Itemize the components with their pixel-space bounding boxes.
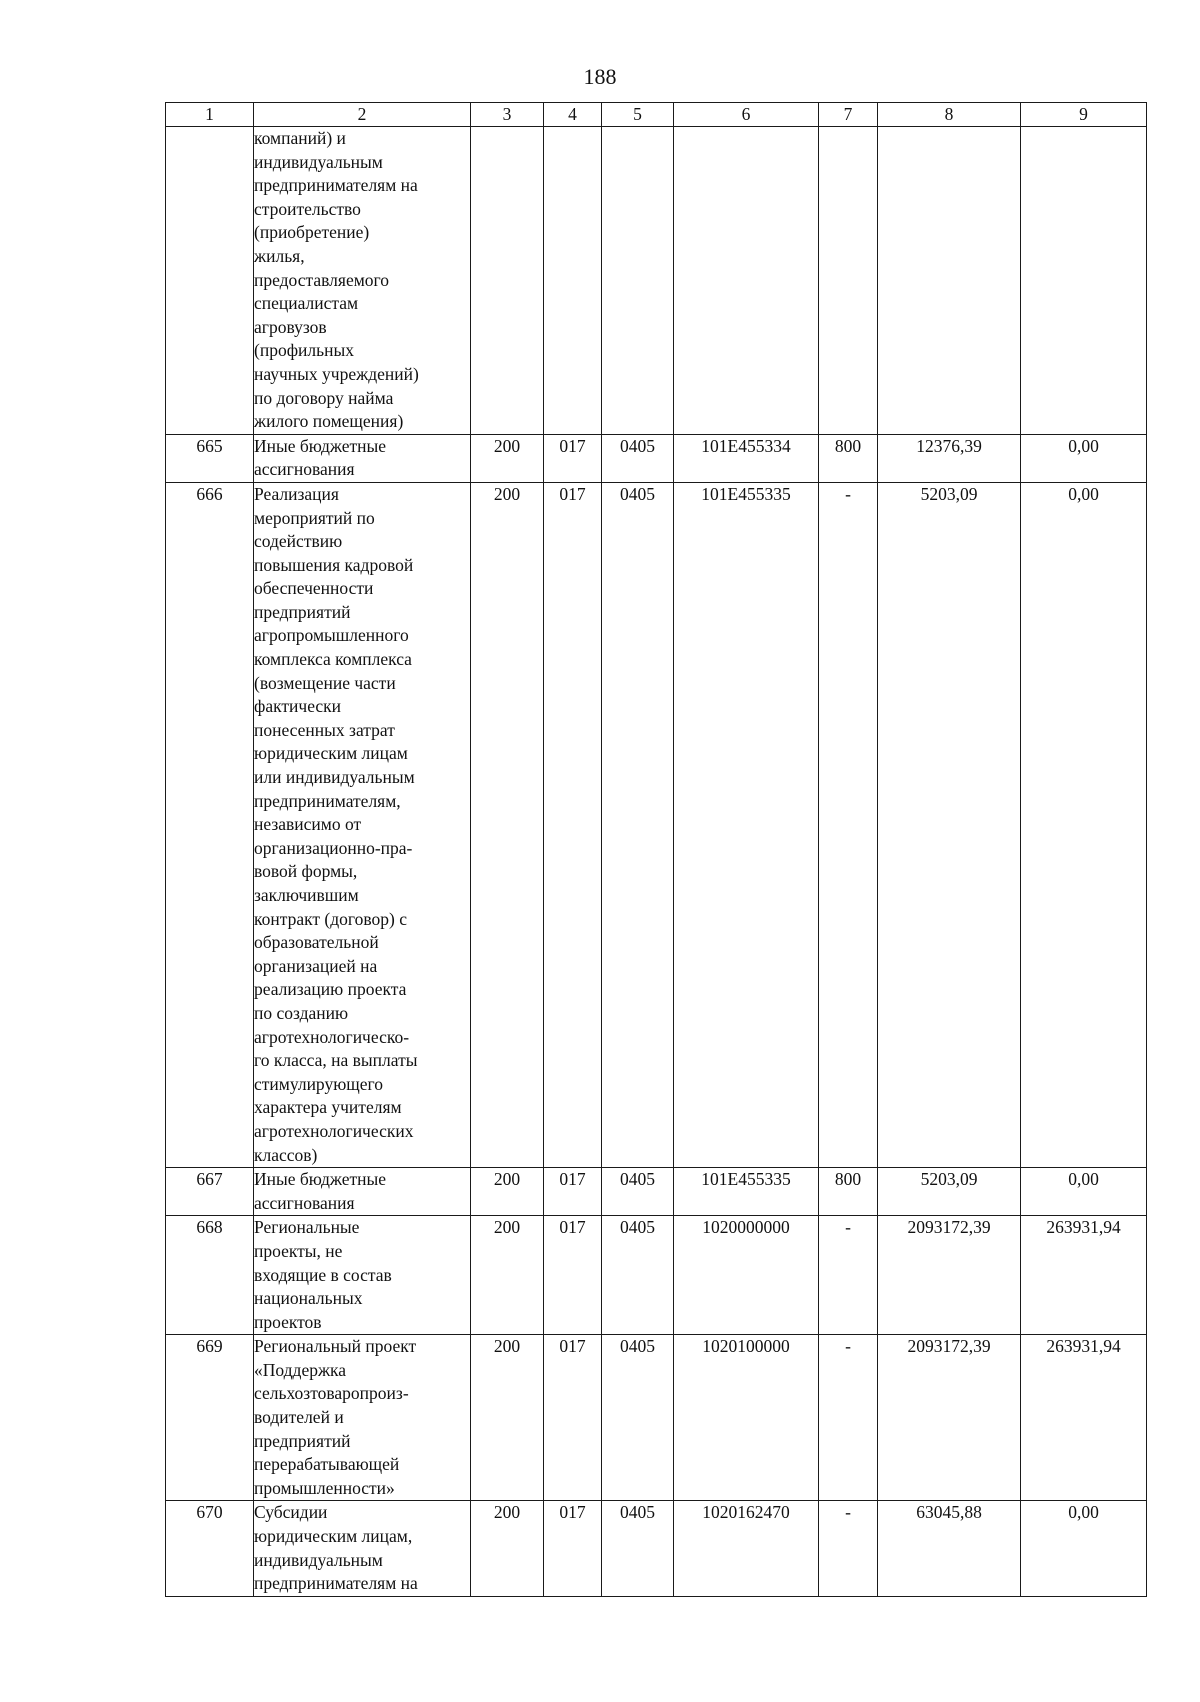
name-line: перерабатывающей	[254, 1454, 400, 1475]
name-line: независимо от	[254, 814, 362, 835]
name-line: жилого помещения)	[254, 411, 404, 432]
name-line: (возмещение части	[254, 672, 396, 693]
name-line: комплекса комплекса	[254, 649, 412, 670]
cell-col5: 0405	[602, 1335, 674, 1501]
name-line: повышения кадровой	[254, 554, 414, 575]
row-name-cell	[254, 1168, 471, 1216]
cell-col9: 0,00	[1021, 482, 1147, 1167]
cell-col4: 017	[544, 1335, 602, 1501]
cell-col6: 1020000000	[674, 1216, 819, 1335]
cell-col8: 5203,09	[878, 1168, 1021, 1216]
name-line: проекты, не	[254, 1240, 343, 1261]
name-line: стимулирующего	[254, 1073, 384, 1094]
cell-col4: 017	[544, 1501, 602, 1596]
cell-col5: 0405	[602, 1168, 674, 1216]
name-line: контракт (договор) с	[254, 908, 407, 929]
name-line: сельхозтоваропроиз-	[254, 1383, 409, 1404]
cell-col9: 0,00	[1021, 1168, 1147, 1216]
cell-col4: 017	[544, 434, 602, 482]
name-line: по созданию	[254, 1002, 349, 1023]
column-header: 8	[878, 103, 1021, 127]
cell-col8: 2093172,39	[878, 1216, 1021, 1335]
row-number: 668	[166, 1216, 254, 1335]
column-header: 2	[254, 103, 471, 127]
table-row	[166, 1216, 1147, 1335]
cell-col3: 200	[471, 1501, 544, 1596]
row-name-cell	[254, 1335, 471, 1501]
cell-col7: 800	[819, 434, 878, 482]
name-line: ассигнования	[254, 1192, 355, 1213]
name-line: компаний) и	[254, 128, 346, 148]
cell-col5: 0405	[602, 482, 674, 1167]
name-line: Реализация	[254, 483, 339, 504]
column-header: 1	[166, 103, 254, 127]
name-line: юридическим лицам	[254, 743, 408, 764]
row-number: 666	[166, 482, 254, 1167]
row-name-cell	[254, 482, 471, 1167]
row-name-cell	[254, 434, 471, 482]
cell-col9: 263931,94	[1021, 1216, 1147, 1335]
name-line: образовательной	[254, 932, 379, 953]
column-header: 5	[602, 103, 674, 127]
name-line: ассигнования	[254, 459, 355, 480]
name-line: предпринимателям,	[254, 790, 401, 811]
name-line: заключившим	[254, 885, 359, 905]
cell-col6: 1020100000	[674, 1335, 819, 1501]
cell-col5: 0405	[602, 434, 674, 482]
cell-col8: 5203,09	[878, 482, 1021, 1167]
name-line: жилья,	[254, 245, 305, 266]
name-line: агропромышленного	[254, 625, 409, 646]
column-header: 4	[544, 103, 602, 127]
name-line: предприятий	[254, 1430, 351, 1451]
row-number: 665	[166, 434, 254, 482]
table-row	[166, 482, 1147, 1167]
name-line: понесенных затрат	[254, 719, 395, 740]
cell-col8: 2093172,39	[878, 1335, 1021, 1501]
table-row	[166, 1168, 1147, 1216]
cell-col3: 200	[471, 434, 544, 482]
cell-col7: -	[819, 482, 878, 1167]
name-line: проектов	[254, 1311, 322, 1332]
cell-col3: 200	[471, 1168, 544, 1216]
cell-col6: 101E455334	[674, 434, 819, 482]
row-number: 667	[166, 1168, 254, 1216]
name-line: мероприятий по	[254, 507, 375, 528]
cell-col5: 0405	[602, 1501, 674, 1596]
name-line: обеспеченности	[254, 578, 374, 599]
name-line: предприятий	[254, 601, 351, 622]
name-line: агротехнологических	[254, 1120, 414, 1141]
cell-col4: 017	[544, 1168, 602, 1216]
cell-col7: -	[819, 1501, 878, 1596]
name-line: строительство	[254, 198, 361, 219]
name-line: национальных	[254, 1288, 363, 1309]
name-line: «Поддержка	[254, 1359, 347, 1380]
name-line: Иные бюджетные	[254, 1169, 387, 1190]
continuation-name-cell	[254, 127, 471, 435]
cell-col9: 263931,94	[1021, 1335, 1147, 1501]
name-line: агровузов	[254, 316, 327, 337]
column-header: 9	[1021, 103, 1147, 127]
name-line: по договору найма	[254, 387, 394, 408]
row-number: 670	[166, 1501, 254, 1596]
name-line: реализацию проекта	[254, 979, 407, 1000]
table-row	[166, 1501, 1147, 1596]
name-line: агротехнологическо-	[254, 1026, 410, 1047]
name-line: юридическим лицам,	[254, 1526, 413, 1547]
name-line: характера учителям	[254, 1097, 402, 1118]
name-line: Иные бюджетные	[254, 435, 387, 456]
name-line: научных учреждений)	[254, 363, 419, 384]
row-number: 669	[166, 1335, 254, 1501]
name-line: промышленности»	[254, 1477, 395, 1498]
cell-col3: 200	[471, 1216, 544, 1335]
name-line: индивидуальным	[254, 1549, 383, 1570]
name-line: (профильных	[254, 340, 354, 361]
header-row	[166, 103, 1147, 127]
name-line: Субсидии	[254, 1502, 328, 1523]
cell-col9: 0,00	[1021, 434, 1147, 482]
name-line: го класса, на выплаты	[254, 1050, 418, 1071]
name-line: организационно-пра-	[254, 837, 413, 858]
name-line: водителей и	[254, 1407, 344, 1428]
column-header: 7	[819, 103, 878, 127]
name-line: или индивидуальным	[254, 767, 415, 788]
cell-col9: 0,00	[1021, 1501, 1147, 1596]
name-line: (приобретение)	[254, 222, 370, 243]
name-line: вовой формы,	[254, 861, 358, 882]
column-header: 3	[471, 103, 544, 127]
name-line: предпринимателям на	[254, 1573, 418, 1594]
column-header: 6	[674, 103, 819, 127]
cell-col8: 12376,39	[878, 434, 1021, 482]
name-line: индивидуальным	[254, 151, 383, 172]
row-name-cell	[254, 1501, 471, 1596]
cell-col8: 63045,88	[878, 1501, 1021, 1596]
cell-col3: 200	[471, 482, 544, 1167]
name-line: входящие в состав	[254, 1264, 392, 1285]
budget-table	[165, 102, 1147, 1597]
table-row	[166, 434, 1147, 482]
table-row	[166, 1335, 1147, 1501]
cell-col7: -	[819, 1216, 878, 1335]
name-line: классов)	[254, 1144, 318, 1165]
name-line: предоставляемого	[254, 269, 390, 290]
page-number: 188	[583, 64, 617, 89]
cell-col4: 017	[544, 1216, 602, 1335]
name-line: содействию	[254, 531, 343, 552]
continuation-row	[166, 127, 1147, 435]
cell-col4: 017	[544, 482, 602, 1167]
cell-col6: 101E455335	[674, 482, 819, 1167]
cell-col5: 0405	[602, 1216, 674, 1335]
name-line: фактически	[254, 696, 342, 717]
cell-col6: 101E455335	[674, 1168, 819, 1216]
name-line: предпринимателям на	[254, 175, 418, 196]
name-line: Региональные	[254, 1217, 360, 1238]
name-line: специалистам	[254, 293, 359, 314]
cell-col7: 800	[819, 1168, 878, 1216]
name-line: организацией на	[254, 955, 378, 976]
row-name-cell	[254, 1216, 471, 1335]
cell-col7: -	[819, 1335, 878, 1501]
cell-col6: 1020162470	[674, 1501, 819, 1596]
name-line: Региональный проект	[254, 1336, 417, 1357]
cell-col3: 200	[471, 1335, 544, 1501]
